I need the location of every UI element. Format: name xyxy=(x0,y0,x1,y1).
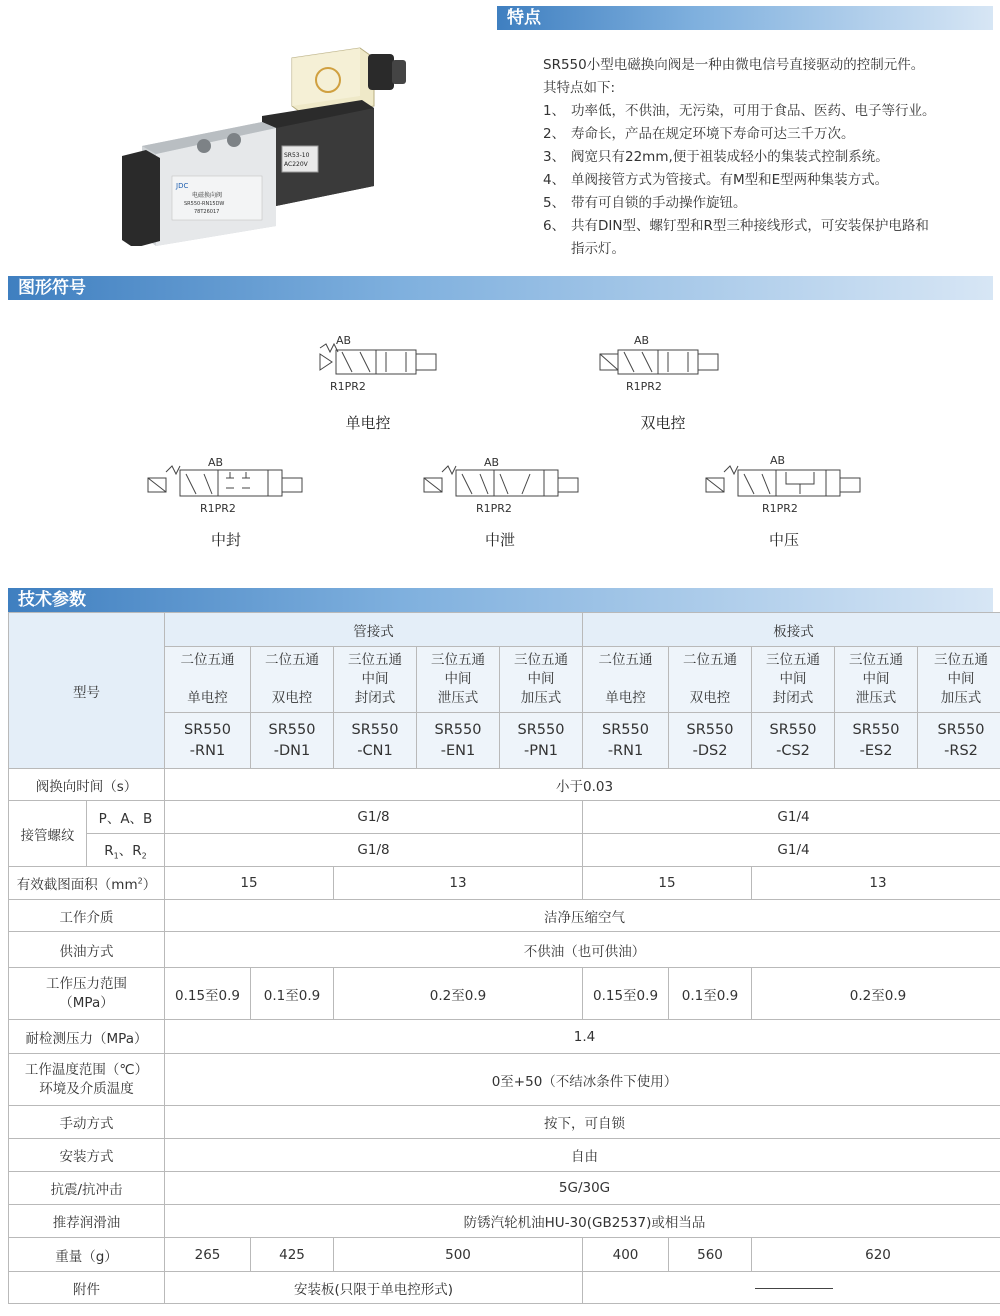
accessory-pipe: 安装板(只限于单电控形式) xyxy=(165,1272,583,1304)
coil-tag-2: AC220V xyxy=(284,161,308,168)
pressure-v4: 0.15至0.9 xyxy=(583,968,669,1020)
pressure-v5: 0.1至0.9 xyxy=(669,968,752,1020)
svg-text:AB: AB xyxy=(336,334,352,347)
row-label-accessory: 附件 xyxy=(9,1272,165,1304)
row-label-manual: 手动方式 xyxy=(9,1106,165,1139)
pressure-v1: 0.15至0.9 xyxy=(165,968,251,1020)
row-label-area: 有效截图面积$(mm^2)$ xyxy=(9,867,165,900)
weight-v3: 500 xyxy=(334,1238,583,1272)
thread-pab-label: P、A、B xyxy=(87,801,165,834)
symbol-double-solenoid xyxy=(598,330,724,394)
feature-item-3: 3、 阀宽只有22mm,便于祖装成轻小的集装式控制系统。 xyxy=(543,149,889,165)
pressure-v6: 0.2至0.9 xyxy=(752,968,1000,1020)
coil-tag-1: SR53-10 xyxy=(284,152,310,159)
group-pipe: 管接式 xyxy=(165,613,583,647)
symbol-caption-center-closed: 中封 xyxy=(210,531,241,549)
svg-text:AB: AB xyxy=(634,334,650,347)
pressure-v3: 0.2至0.9 xyxy=(334,968,583,1020)
product-label-2: SR550-RN15DW xyxy=(184,201,225,207)
type-cell: 二位五通 单电控 xyxy=(583,647,669,713)
svg-text:AB: AB xyxy=(484,456,500,469)
row-label-weight: 重量（g） xyxy=(9,1238,165,1272)
row-label-temp: 工作温度范围（℃） 环境及介质温度 xyxy=(9,1054,165,1106)
weight-v1: 265 xyxy=(165,1238,251,1272)
feature-item-6-cont: 指示灯。 xyxy=(571,241,625,257)
symbol-caption-single: 单电控 xyxy=(345,414,391,432)
svg-text:AB: AB xyxy=(208,456,224,469)
value-mount: 自由 xyxy=(165,1139,1000,1172)
type-cell: 三位五通 中间 加压式 xyxy=(500,647,583,713)
area-v3: 15 xyxy=(583,867,752,900)
type-cell: 三位五通 中间 泄压式 xyxy=(417,647,500,713)
svg-text:R1PR2: R1PR2 xyxy=(626,380,662,393)
value-switch-time: 小于0.03 xyxy=(165,769,1000,801)
model-cell: SR550 -CN1 xyxy=(334,713,417,769)
model-cell: SR550 -ES2 xyxy=(835,713,918,769)
model-label-cell: 型号 xyxy=(9,613,165,769)
features-intro-2: 其特点如下: xyxy=(543,80,616,96)
thread-r-label: $R_1$、$R_2$ xyxy=(87,834,165,867)
symbols-title: 图形符号 xyxy=(8,276,993,300)
symbol-caption-double: 双电控 xyxy=(640,414,686,432)
symbol-caption-center-exhaust: 中泄 xyxy=(484,531,515,549)
symbol-center-pressure xyxy=(704,450,864,518)
row-label-thread: 接管螺纹 xyxy=(9,801,87,867)
thread-pab-pipe: G1/8 xyxy=(165,801,583,834)
features-text xyxy=(543,54,973,261)
value-lube: 防锈汽轮机油HU-30(GB2537)或相当品 xyxy=(165,1205,1000,1238)
type-cell: 二位五通 单电控 xyxy=(165,647,251,713)
row-label-lube: 推荐润滑油 xyxy=(9,1205,165,1238)
value-temp: 0至+50（不结冰条件下使用） xyxy=(165,1054,1000,1106)
weight-v2: 425 xyxy=(251,1238,334,1272)
model-cell: SR550 -RN1 xyxy=(583,713,669,769)
tech-title: 技术参数 xyxy=(8,588,993,612)
symbol-center-exhaust xyxy=(422,450,582,518)
svg-text:R1PR2: R1PR2 xyxy=(476,502,512,515)
area-v2: 13 xyxy=(334,867,583,900)
value-shock: 5G/30G xyxy=(165,1172,1000,1205)
row-label-oil: 供油方式 xyxy=(9,932,165,968)
feature-item-5: 5、 带有可自锁的手动操作旋钮。 xyxy=(543,195,747,211)
value-oil: 不供油（也可供油） xyxy=(165,932,1000,968)
weight-v5: 560 xyxy=(669,1238,752,1272)
thread-r-plate: G1/4 xyxy=(583,834,1000,867)
model-cell: SR550 -PN1 xyxy=(500,713,583,769)
row-label-proof: 耐检测压力（MPa） xyxy=(9,1020,165,1054)
model-cell: SR550 -EN1 xyxy=(417,713,500,769)
thread-pab-plate: G1/4 xyxy=(583,801,1000,834)
tech-spec-table xyxy=(8,612,1000,1304)
model-cell: SR550 -RS2 xyxy=(918,713,1000,769)
value-proof: 1.4 xyxy=(165,1020,1000,1054)
area-v4: 13 xyxy=(752,867,1000,900)
value-manual: 按下，可自锁 xyxy=(165,1106,1000,1139)
accessory-plate xyxy=(583,1272,1000,1304)
type-cell: 二位五通 双电控 xyxy=(669,647,752,713)
svg-text:R1PR2: R1PR2 xyxy=(762,502,798,515)
pressure-v2: 0.1至0.9 xyxy=(251,968,334,1020)
features-intro-1: SR550小型电磁换向阀是一种由微电信号直接驱动的控制元件。 xyxy=(543,57,925,73)
model-cell: SR550 -RN1 xyxy=(165,713,251,769)
model-cell: SR550 -CS2 xyxy=(752,713,835,769)
row-label-switch-time: 阀换向时间（s） xyxy=(9,769,165,801)
product-brand: JDC xyxy=(176,182,189,190)
type-cell: 三位五通 中间 泄压式 xyxy=(835,647,918,713)
accessory-plate-dash xyxy=(755,1287,833,1289)
thread-r-pipe: G1/8 xyxy=(165,834,583,867)
group-plate: 板接式 xyxy=(583,613,1000,647)
product-label-3: 78T26017 xyxy=(194,209,220,215)
symbol-caption-center-pressure: 中压 xyxy=(768,531,799,549)
row-label-shock: 抗震/抗冲击 xyxy=(9,1172,165,1205)
product-label-1: 电磁换向阀 xyxy=(192,192,223,199)
product-photo xyxy=(112,36,422,246)
svg-text:R1PR2: R1PR2 xyxy=(200,502,236,515)
type-cell: 三位五通 中间 加压式 xyxy=(918,647,1000,713)
svg-text:AB: AB xyxy=(770,454,786,467)
svg-text:R1PR2: R1PR2 xyxy=(330,380,366,393)
model-cell: SR550 -DN1 xyxy=(251,713,334,769)
value-medium: 洁净压缩空气 xyxy=(165,900,1000,932)
weight-v4: 400 xyxy=(583,1238,669,1272)
symbol-center-closed xyxy=(146,450,306,518)
feature-item-6: 6、 共有DIN型、螺钉型和R型三种接线形式，可安装保护电路和 xyxy=(543,218,929,234)
area-v1: 15 xyxy=(165,867,334,900)
type-cell: 三位五通 中间 封闭式 xyxy=(752,647,835,713)
row-label-mount: 安装方式 xyxy=(9,1139,165,1172)
row-label-medium: 工作介质 xyxy=(9,900,165,932)
feature-item-4: 4、 单阀接管方式为管接式。有M型和E型两种集装方式。 xyxy=(543,172,889,188)
symbol-single-solenoid xyxy=(316,330,442,394)
feature-item-2: 2、 寿命长，产品在规定环境下寿命可达三千万次。 xyxy=(543,126,855,142)
row-label-pressure: 工作压力范围 （MPa） xyxy=(9,968,165,1020)
type-cell: 二位五通 双电控 xyxy=(251,647,334,713)
features-title: 特点 xyxy=(497,6,993,30)
weight-v6: 620 xyxy=(752,1238,1000,1272)
feature-item-1: 1、 功率低，不供油，无污染，可用于食品、医药、电子等行业。 xyxy=(543,103,936,119)
type-cell: 三位五通 中间 封闭式 xyxy=(334,647,417,713)
model-cell: SR550 -DS2 xyxy=(669,713,752,769)
